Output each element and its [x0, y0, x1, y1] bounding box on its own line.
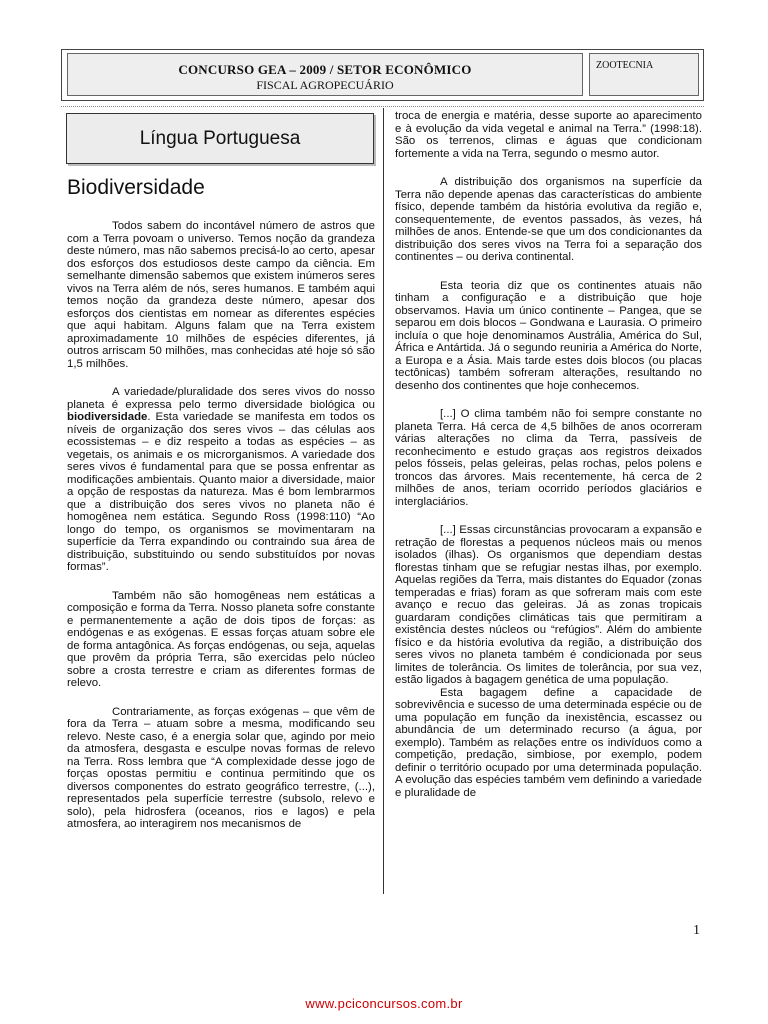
section-title-box: [66, 113, 374, 164]
paragraph: Esta teoria diz que os continentes atuais não tinham a configuração e a distribuição que hoje observamos. Havia um único continente – Pangea, que se separou em dois blocos – Gondwana e Laurasia. O primeiro incluía o que hoje denominamos Austrália, América do Sul, África e Antártida. Já o segundo reuniria a América do Norte, a Europa e a Ásia. Mais tarde estes dois blocos (ou placas tectônicas) também sofreram alterações, resultando no desenho dos continentes que hoje conhecemos.: [395, 279, 702, 392]
header-divider: [61, 106, 704, 107]
paragraph: A distribuição dos organismos na superfície da Terra não depende apenas das características do ambiente físico, depende também da história evolutiva da região e, consequentemente, de eventos passados, às vezes, há milhões de anos. Entende-se que um dos condicionantes da distribuição dos seres vivos na Terra foi a separação dos continentes – ou deriva continental.: [395, 176, 702, 263]
right-column: [395, 110, 702, 799]
paragraph: [67, 386, 375, 574]
exam-header-main: [67, 53, 583, 96]
paragraph: Esta bagagem define a capacidade de sobrevivência e sucesso de uma determinada espécie ou de uma população em função da inexistência, escassez ou abundância de um determinado recurso (a água, por exemplo). Também as relações entre os indivíduos como a competição, predação, simbiose, por exemplo, podem definir o território ocupado por uma determinada população. A evolução das espécies também vem definindo a variedade e pluralidade de: [395, 686, 702, 799]
column-divider: [383, 108, 384, 894]
exam-subtitle: FISCAL AGROPECUÁRIO: [256, 78, 394, 92]
section-title: Língua Portuguesa: [139, 127, 301, 149]
paragraph-text: A variedade/pluralidade dos seres vivos do nosso planeta é expressa pelo termo diversidade biológica ou: [67, 386, 375, 411]
paragraph: [...] Essas circunstâncias provocaram a expansão e retração de florestas a pequenos núcleos mais ou menos isolados (ilhas). Os organismos que dependiam destas florestas tinham que se refugiar nestas ilhas, por exemplo. Aquelas regiões da Terra, mais distantes do Equador (zonas temperadas e frias) foram as que sofreram mais com este avanço e recuo das geleiras. Já as zonas tropicais guardaram condições climáticas tais que permitiram a existência destes núcleos ou “refúgios”. Além do ambiente físico e da história evolutiva da região, a distribuição dos seres vivos no planeta também é condicionada por seus limites de tolerância. Os limites de tolerância, por sua vez, estão ligados à bagagem genética de uma população.: [395, 524, 702, 686]
paragraph: Também não são homogêneas nem estáticas a composição e forma da Terra. Nosso planeta sofre constante e permanentemente a ação de dois tipos de forças: as endógenas e as exógenas. E essas forças atuam sobre ele de forma antagônica. As forças endógenas, ou seja, aquelas que provêm da própria Terra, são exercidas pelo núcleo sobre a crosta terrestre e criam as diferentes formas de relevo.: [67, 589, 375, 689]
bold-term: biodiversidade: [67, 411, 148, 423]
paragraph: Todos sabem do incontável número de astros que com a Terra povoam o universo. Temos noção da grandeza deste número, mas não sabemos precisá-lo ao certo, apesar dos esforços dos estudiosos deste campo da ciência. Em semelhante dimensão sabemos que existem inúmeros seres vivos na Terra além de nós, seres humanos. E também aqui temos noção da grandeza deste número, apesar dos esforços dos cientistas em nomear as diferentes espécies que aqui habitam. Alguns falam que na Terra existem aproximadamente 10 milhões de espécies diferentes, já outros arriscam 50 milhões, mas conhecidas até hoje só são 1,5 milhões.: [67, 220, 375, 370]
left-column: [67, 220, 375, 831]
paragraph: [...] O clima também não foi sempre constante no planeta Terra. Há cerca de 4,5 bilhões de anos ocorreram várias alterações no clima da Terra, passíveis de reconhecimento e estudo graças aos registros deixados pelos fósseis, pelas geleiras, pelas rochas, pelos polens e troncos das árvores. Mais recentemente, há cerca de 2 milhões de anos, teriam ocorrido períodos glaciários e interglaciários.: [395, 408, 702, 508]
exam-area-label: ZOOTECNIA: [589, 53, 699, 96]
exam-title: CONCURSO GEA – 2009 / SETOR ECONÔMICO: [178, 62, 472, 77]
document-title: Biodiversidade: [67, 176, 205, 199]
paragraph-text: . Esta variedade se manifesta em todos os níveis de organização dos seres vivos – das células aos ecossistemas – e diz respeito a todas as espécies – as vegetais, os animais e os microrganismos. A variedade dos seres vivos é fundamental para que se possa enfrentar as modificações ambientais. Quanto maior a diversidade, maior a opção de respostas da natureza. Mas é bom lembrarmos que a distribuição dos seres vivos no planeta não é homogênea nem estática. Segundo Ross (1998:110) “Ao longo do tempo, os organismos se movimentaram na superfície da Terra expandindo ou contraindo sua área de distribuição, substituindo ou sendo substituídos por novas formas”.: [67, 411, 375, 573]
paragraph: troca de energia e matéria, desse suporte ao aparecimento e à evolução da vida vegetal e animal na Terra.” (1998:18). São os terrenos, climas e águas que condicionam fortemente a vida na Terra, segundo o mesmo autor.: [395, 110, 702, 160]
page-number: 1: [693, 923, 700, 938]
footer-url: www.pciconcursos.com.br: [305, 996, 463, 1011]
exam-header: [61, 49, 704, 101]
paragraph: Contrariamente, as forças exógenas – que vêm de fora da Terra – atuam sobre a mesma, modificando seu relevo. Neste caso, é a energia solar que, agindo por meio da atmosfera, desgasta e esculpe novas formas de relevo na Terra. Ross lembra que “A complexidade desse jogo de forças opostas permitiu e continua permitindo que os diversos componentes do estrato geográfico terrestre, (...), representados pela superfície terrestre (subsolo, relevo e solo), pela hidrosfera (oceanos, rios e lagos) e pela atmosfera, ao interagirem nos mecanismos de: [67, 705, 375, 830]
